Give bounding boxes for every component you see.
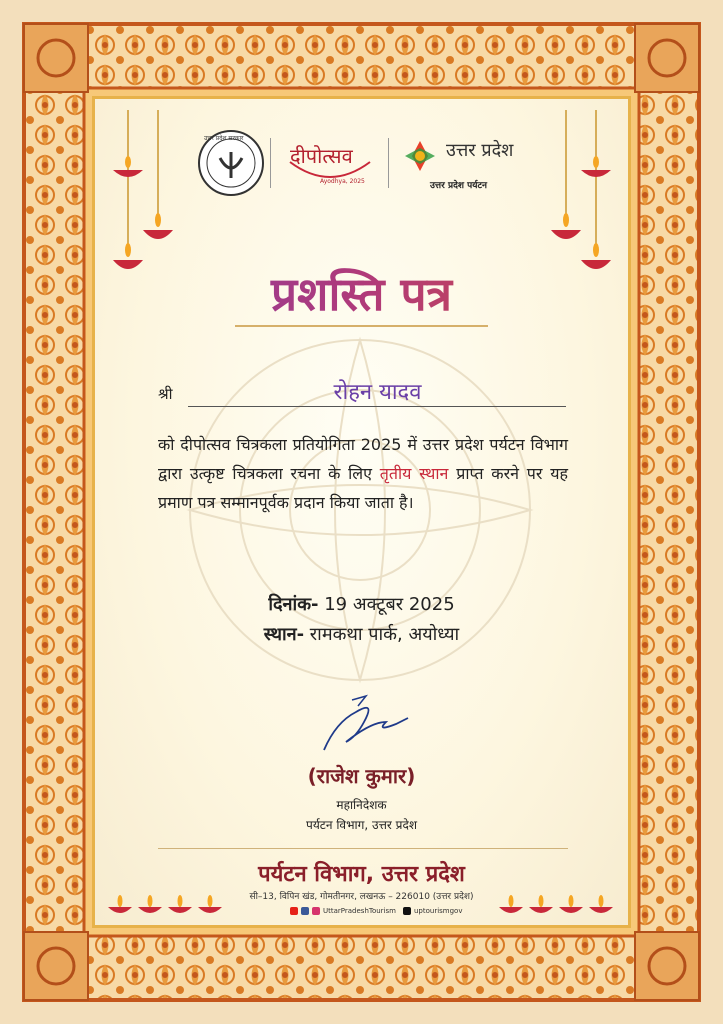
deepotsav-logo-text: दीपोत्सव	[290, 144, 353, 168]
recipient-underline	[188, 406, 566, 407]
deepotsav-logo-subtext: Ayodhya, 2025	[320, 178, 365, 185]
social-handle-x: uptourismgov	[413, 907, 463, 915]
uttar-pradesh-logo-text: उत्तर प्रदेश	[446, 140, 514, 161]
footer-org-name: पर्यटन विभाग, उत्तर प्रदेश	[258, 862, 465, 887]
social-handle: UttarPradeshTourism	[323, 907, 396, 915]
signature-icon	[316, 692, 416, 758]
instagram-icon	[312, 907, 320, 915]
position-text: तृतीय स्थान	[379, 464, 449, 483]
place-value: रामकथा पार्क, अयोध्या	[304, 624, 460, 645]
date-value: 19 अक्टूबर 2025	[318, 594, 455, 615]
youtube-icon	[290, 907, 298, 915]
facebook-icon	[301, 907, 309, 915]
body-text-start: को दीपोत्सव चित्रकला प्रतियोगिता 2025 में उत्तर प्रदेश पर्यटन विभाग द्वारा उत्कृष्ट चित्रकला रचना के लिए	[158, 435, 568, 483]
recipient-name: रोहन यादव	[333, 380, 422, 405]
certificate-title: प्रशस्ति पत्र	[0, 262, 723, 324]
up-tourism-logo-text: उत्तर प्रदेश पर्यटन	[430, 181, 487, 191]
hanging-diya-right-icon	[546, 110, 616, 280]
place-line	[0, 622, 723, 646]
signatory-department: पर्यटन विभाग, उत्तर प्रदेश	[306, 818, 417, 832]
diya-row-right-icon	[497, 893, 617, 919]
x-icon	[403, 907, 411, 915]
social-links	[290, 907, 463, 915]
recipient-prefix: श्री	[158, 385, 173, 403]
signatory-designation: महानिदेशक	[336, 798, 387, 812]
date-line	[0, 592, 723, 616]
title-divider	[235, 325, 488, 327]
diya-row-left-icon	[106, 893, 226, 919]
certificate-body-text	[158, 430, 568, 517]
up-tourism-logo-icon	[400, 136, 440, 176]
logo-strip	[190, 128, 540, 198]
body-text-end: प्राप्त करने पर यह प्रमाण पत्र सम्मानपूर्वक प्रदान किया जाता है।	[158, 464, 569, 512]
hanging-diya-left-icon	[108, 110, 178, 280]
footer-address: सी–13, विपिन खंड, गोमतीनगर, लखनऊ – 226010 (उत्तर प्रदेश)	[249, 892, 474, 902]
place-label: स्थान-	[263, 624, 305, 645]
signatory-name: (राजेश कुमार)	[307, 764, 416, 788]
footer-divider	[158, 848, 568, 849]
date-label: दिनांक-	[268, 594, 319, 615]
up-govt-logo-text: उत्तर प्रदेश सरकार	[204, 135, 244, 142]
